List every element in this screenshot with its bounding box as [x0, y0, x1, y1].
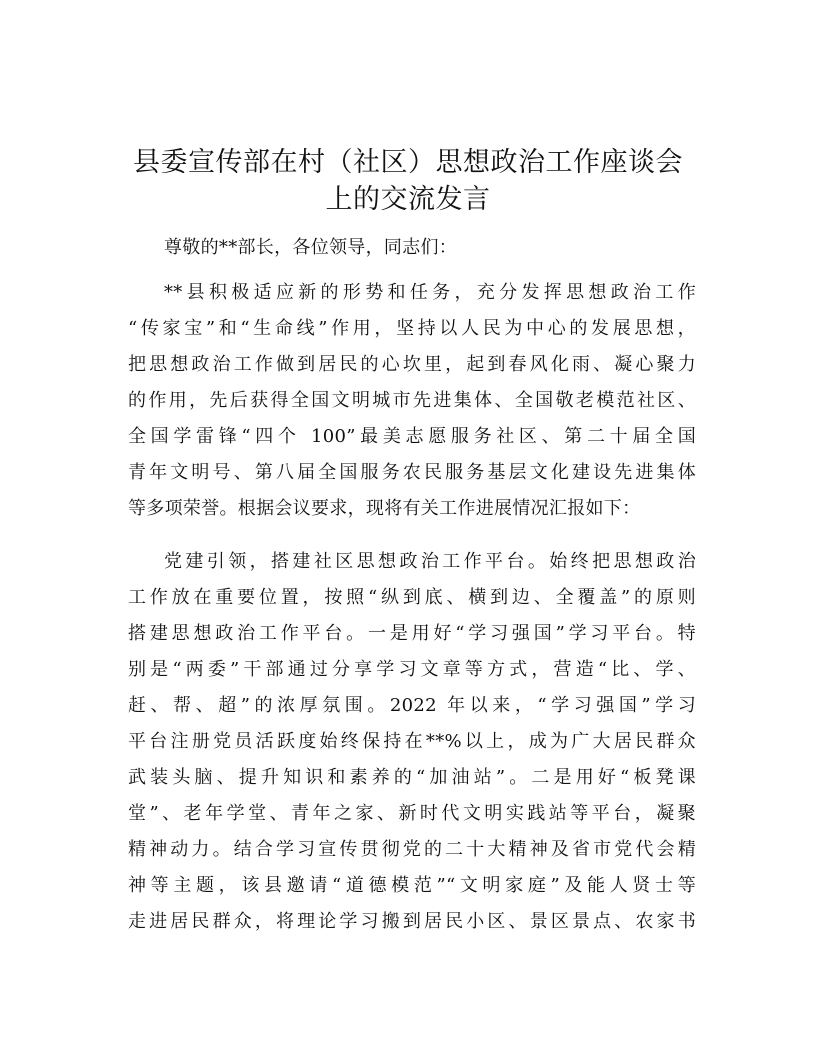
- paragraph-2-line: 神等主题，该县邀请“道德模范”“文明家庭”及能人贤士等: [128, 875, 696, 896]
- salutation: 尊敬的**部长，各位领导，同志们：: [164, 237, 458, 258]
- paragraph-1-line: 把思想政治工作做到居民的心坎里，起到春风化雨、凝心聚力: [128, 354, 696, 375]
- paragraph-2-line: 党建引领，搭建社区思想政治工作平台。始终把思想政治: [164, 551, 696, 572]
- paragraph-2-line: 工作放在重要位置，按照“纵到底、横到边、全覆盖”的原则: [128, 587, 696, 608]
- paragraph-1-line: 青年文明号、第八届全国服务农民服务基层文化建设先进集体: [128, 462, 696, 483]
- paragraph-2-line: 别是“两委”干部通过分享学习文章等方式，营造“比、学、: [128, 659, 696, 680]
- document-title-line-2: 上的交流发言: [325, 184, 491, 215]
- paragraph-2-line: 走进居民群众，将理论学习搬到居民小区、景区景点、农家书: [128, 911, 696, 932]
- paragraph-1-line: 全国学雷锋“四个 100”最美志愿服务社区、第二十届全国: [128, 426, 696, 447]
- paragraph-1-line: “传家宝”和“生命线”作用，坚持以人民为中心的发展思想，: [128, 318, 696, 339]
- document-title-line-1: 县委宣传部在村（社区）思想政治工作座谈会: [133, 147, 683, 178]
- paragraph-2-line: 堂”、老年学堂、青年之家、新时代文明实践站等平台，凝聚: [128, 803, 696, 824]
- paragraph-2-line: 赶、帮、超”的浓厚氛围。2022 年以来，“学习强国”学习: [128, 695, 696, 716]
- paragraph-2-line: 精神动力。结合学习宣传贯彻党的二十大精神及省市党代会精: [128, 839, 696, 860]
- paragraph-1-line: 的作用，先后获得全国文明城市先进集体、全国敬老模范社区、: [128, 390, 696, 411]
- paragraph-2-line: 平台注册党员活跃度始终保持在**%以上，成为广大居民群众: [128, 731, 696, 752]
- paragraph-2-line: 武装头脑、提升知识和素养的“加油站”。二是用好“板凳课: [128, 767, 696, 788]
- paragraph-1-line: 等多项荣誉。根据会议要求，现将有关工作进展情况汇报如下：: [128, 498, 641, 519]
- paragraph-1-line: **县积极适应新的形势和任务，充分发挥思想政治工作: [164, 282, 696, 303]
- paragraph-2-line: 搭建思想政治工作平台。一是用好“学习强国”学习平台。特: [128, 623, 696, 644]
